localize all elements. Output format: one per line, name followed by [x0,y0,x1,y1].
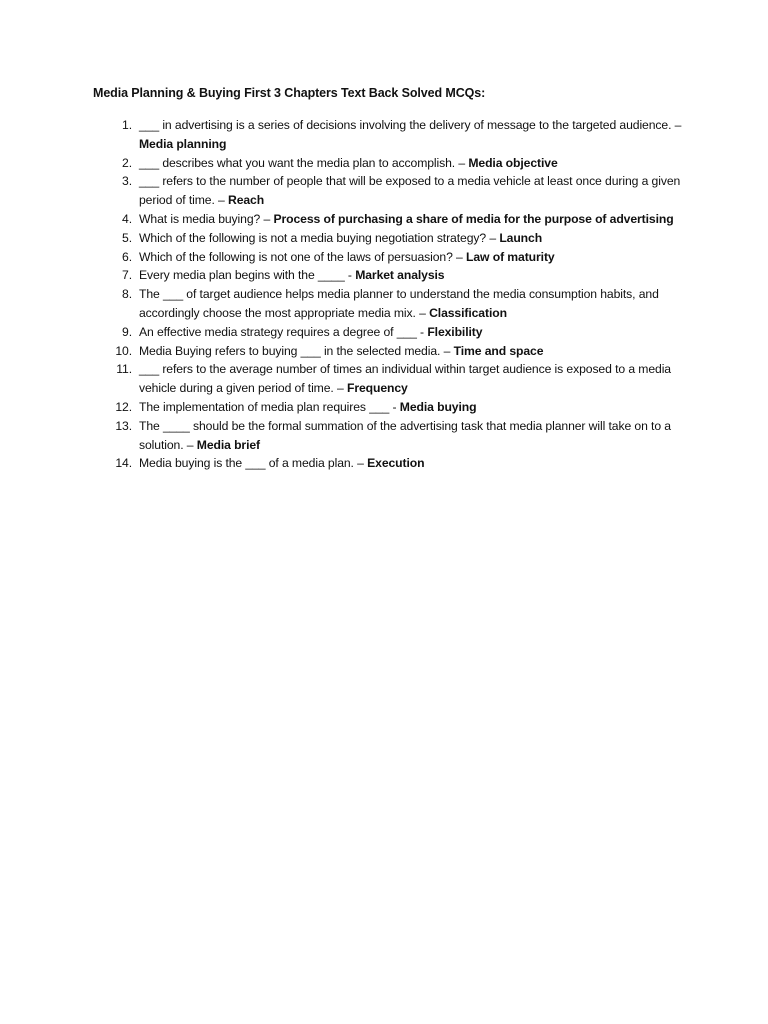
list-item [104,454,684,473]
item-text [139,417,684,455]
item-number: 3. [122,174,132,189]
item-number: 14. [115,456,132,471]
question-text: Which of the following is not a media buying negotiation strategy? – [139,230,497,245]
list-item [104,248,684,267]
item-text [139,116,684,154]
item-number: 2. [122,155,132,170]
item-number: 10. [115,343,132,358]
question-text: Media Buying refers to buying ___ in the selected media. – [139,343,451,358]
question-text: An effective media strategy requires a degree of ___ - [139,324,425,339]
question-text: ___ refers to the number of people that will be exposed to a media vehicle at least once during a given period of time. – [139,174,681,208]
item-text [139,398,684,417]
item-text [139,454,684,473]
item-number: 6. [122,249,132,264]
item-text [139,229,684,248]
list-item [104,285,684,323]
document-title: Media Planning & Buying First 3 Chapters Text Back Solved MCQs: [93,86,486,100]
item-number: 12. [115,399,132,414]
item-text [139,342,684,361]
list-item [104,229,684,248]
list-item [104,266,684,285]
item-number: 11. [116,362,132,377]
answer-text: Classification [429,305,507,320]
answer-text: Flexibility [427,324,483,339]
item-number: 5. [122,230,132,245]
question-text: Media buying is the ___ of a media plan. – [139,456,364,471]
list-item [104,210,684,229]
list-item [104,323,684,342]
question-text: ___ refers to the average number of times an individual within target audience is exposed to a media vehicle during a given period of time. – [139,362,671,396]
question-text: The ____ should be the formal summation of the advertising task that media planner will take on to a solution. – [139,418,671,452]
item-text [139,154,684,173]
question-text: ___ describes what you want the media plan to accomplish. – [139,155,466,170]
item-text [139,266,684,285]
list-item [104,116,684,154]
answer-text: Launch [499,230,543,245]
mcq-list [104,116,684,473]
question-text: What is media buying? – [139,211,271,226]
list-item [104,342,684,361]
list-item [104,154,684,173]
item-number: 9. [122,324,132,339]
question-text: The ___ of target audience helps media planner to understand the media consumption habits, and accordingly choose the most appropriate media mix. – [139,287,659,320]
question-text: The implementation of media plan requires ___ - [139,399,397,414]
list-item [104,360,684,398]
answer-text: Reach [228,193,265,208]
answer-text: Frequency [346,381,408,396]
item-number: 7. [122,268,132,283]
answer-text: Process of purchasing a share of media for the purpose of advertising [273,211,674,226]
answer-text: Media objective [468,155,558,170]
question-text: ___ in advertising is a series of decisions involving the delivery of message to the targeted audience. – [139,118,682,132]
answer-text: Market analysis [355,268,445,283]
item-text [139,323,684,342]
answer-text: Law of maturity [466,249,555,264]
item-number: 13. [115,418,132,433]
answer-text: Media planning [139,136,227,151]
list-item [104,172,684,210]
list-item [104,398,684,417]
question-text: Which of the following is not one of the laws of persuasion? – [139,249,463,264]
item-text [139,360,684,398]
item-text [139,172,684,210]
answer-text: Execution [367,456,425,471]
item-number: 8. [122,287,132,302]
item-number: 1. [122,118,132,132]
item-number: 4. [122,211,132,226]
item-text [139,210,684,229]
answer-text: Media buying [399,399,477,414]
item-text [139,248,684,267]
question-text: Every media plan begins with the ____ - [139,268,352,283]
item-text [139,285,684,323]
answer-text: Media brief [196,437,261,452]
answer-text: Time and space [453,343,544,358]
list-item [104,417,684,455]
